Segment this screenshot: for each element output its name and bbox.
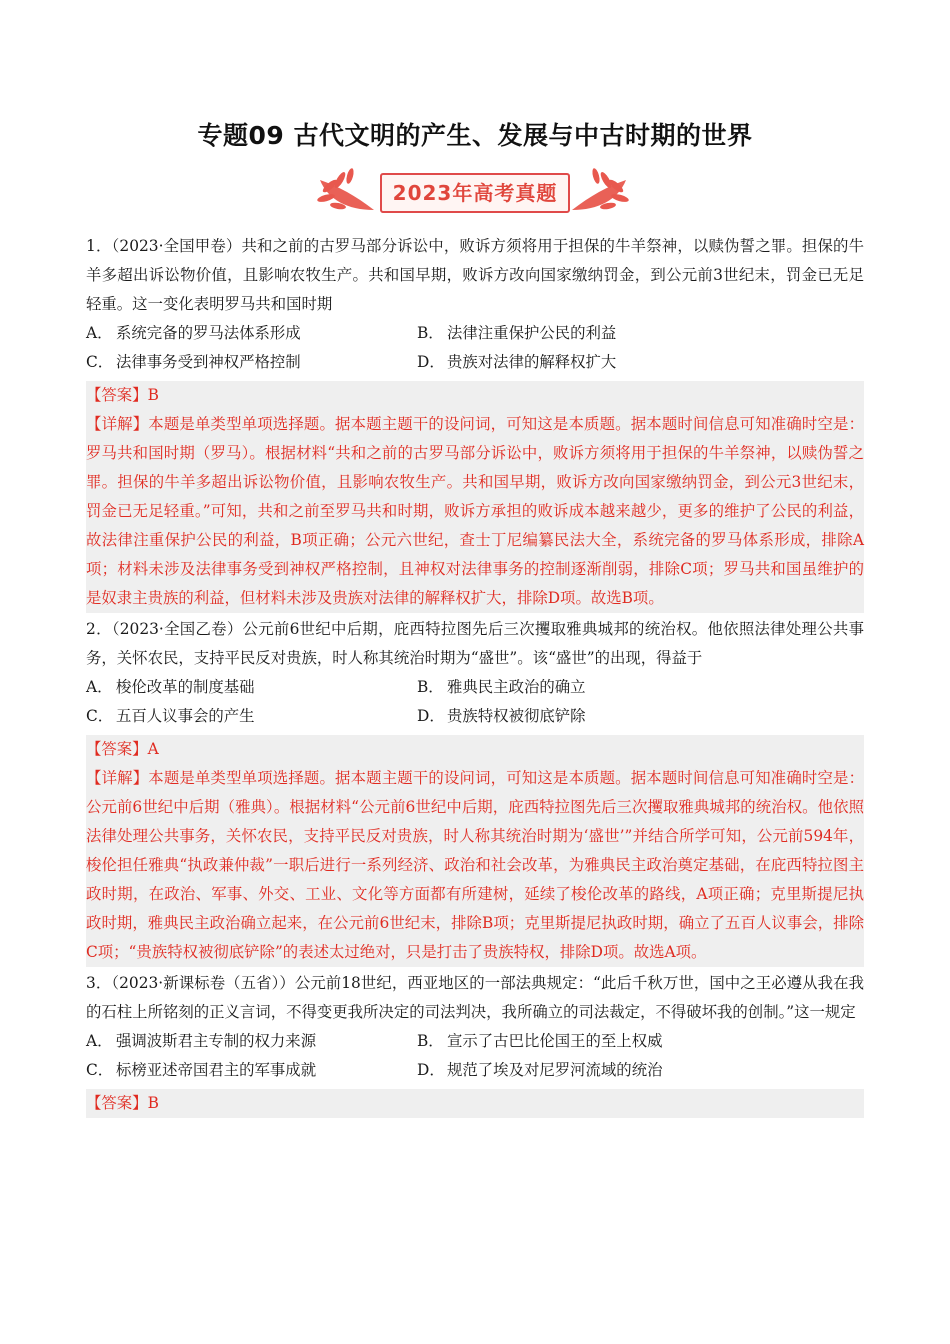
- section-banner: [308, 166, 638, 218]
- question-stem: 2．（2023·全国乙卷）公元前6世纪中后期，庇西特拉图先后三次攫取雅典城邦的统治权。他依照法律处理公共事务，关怀农民，支持平民反对贵族，时人称其统治时期为“盛世”。该“盛世”的出现，得益于: [86, 620, 864, 667]
- answer-line: 【答案】B: [86, 386, 159, 404]
- explanation: 【详解】本题是单类型单项选择题。据本题主题干的设问词，可知这是本质题。据本题时间信息可知准确时空是：罗马共和国时期（罗马）。根据材料“共和之前的古罗马部分诉讼中，败诉方须将用于担保的牛羊祭神，以赎伪誓之罪。担保的牛羊多超出诉讼物价值，且影响农牧生产。共和国早期，败诉方改向国家缴纳罚金，到公元3世纪末，罚金已无足轻重。”可知，共和之前至罗马共和时期，败诉方承担的败诉成本越来越少，更多的维护了公民的利益，故法律注重保护公民的利益，B项正确；公元六世纪，查士丁尼编纂民法大全，系统完备的罗马体系形成，排除A项；材料未涉及法律事务受到神权严格控制，且神权对法律事务的控制逐渐削弱，排除C项；罗马共和国虽维护的是奴隶主贵族的利益，但材料未涉及贵族对法律的解释权扩大，排除D项。故选B项。: [86, 415, 864, 607]
- option-c: C． 五百人议事会的产生: [86, 707, 255, 725]
- option-c: C． 法律事务受到神权严格控制: [86, 353, 301, 371]
- answer-block: [86, 735, 864, 967]
- question-1: [86, 232, 864, 613]
- options: [86, 319, 864, 377]
- option-b: B． 雅典民主政治的确立: [417, 678, 586, 696]
- question-2: [86, 615, 864, 967]
- option-d: D． 贵族特权被彻底铲除: [417, 707, 586, 725]
- question-stem: 1．（2023·全国甲卷）共和之前的古罗马部分诉讼中，败诉方须将用于担保的牛羊祭神，以赎伪誓之罪。担保的牛羊多超出诉讼物价值，且影响农牧生产。共和国早期，败诉方改向国家缴纳罚金，到公元前3世纪末，罚金已无足轻重。这一变化表明罗马共和国时期: [86, 237, 864, 313]
- option-b: B． 法律注重保护公民的利益: [417, 324, 617, 342]
- option-d: D． 规范了埃及对尼罗河流域的统治: [417, 1061, 663, 1079]
- answer-line: 【答案】A: [86, 740, 159, 758]
- answer-block: [86, 1089, 864, 1118]
- option-a: A． 梭伦改革的制度基础: [86, 678, 255, 696]
- question-3: [86, 969, 864, 1118]
- question-list: [86, 232, 864, 1118]
- options: [86, 1027, 864, 1085]
- options: [86, 673, 864, 731]
- option-d: D． 贵族对法律的解释权扩大: [417, 353, 617, 371]
- answer-value: B: [147, 386, 159, 404]
- option-a: A． 系统完备的罗马法体系形成: [86, 324, 301, 342]
- answer-line: 【答案】B: [86, 1094, 159, 1112]
- explanation: 【详解】本题是单类型单项选择题。据本题主题干的设问词，可知这是本质题。据本题时间信息可知准确时空是：公元前6世纪中后期（雅典）。根据材料“公元前6世纪中后期，庇西特拉图先后三次攫取雅典城邦的统治权。他依照法律处理公共事务，关怀农民，支持平民反对贵族，时人称其统治时期为‘盛世’”并结合所学可知，公元前594年，梭伦担任雅典“执政兼仲裁”一职后进行一系列经济、政治和社会改革，为雅典民主政治奠定基础，在庇西特拉图主政时期，在政治、军事、外交、工业、文化等方面都有所建树，延续了梭伦改革的路线，A项正确；克里斯提尼执政时期，雅典民主政治确立起来，在公元前6世纪末，排除B项；克里斯提尼执政时期，确立了五百人议事会，排除C项；“贵族特权被彻底铲除”的表述太过绝对，只是打击了贵族特权，排除D项。故选A项。: [86, 769, 864, 961]
- page-title: 专题09 古代文明的产生、发展与中古时期的世界: [197, 121, 753, 150]
- answer-value: A: [147, 740, 159, 758]
- answer-value: B: [147, 1094, 159, 1112]
- option-b: B． 宣示了古巴比伦国王的至上权威: [417, 1032, 663, 1050]
- answer-block: [86, 381, 864, 613]
- option-a: A． 强调波斯君主专制的权力来源: [86, 1032, 317, 1050]
- banner-label: 2023年高考真题: [380, 173, 570, 213]
- option-c: C． 标榜亚述帝国君主的军事成就: [86, 1061, 317, 1079]
- question-stem: 3．（2023·新课标卷（五省））公元前18世纪，西亚地区的一部法典规定：“此后千秋万世，国中之王必遵从我在我的石柱上所铭刻的正义言词，不得变更我所决定的司法判决，我所确立的司法裁定，不得破坏我的创制。”这一规定: [86, 974, 864, 1021]
